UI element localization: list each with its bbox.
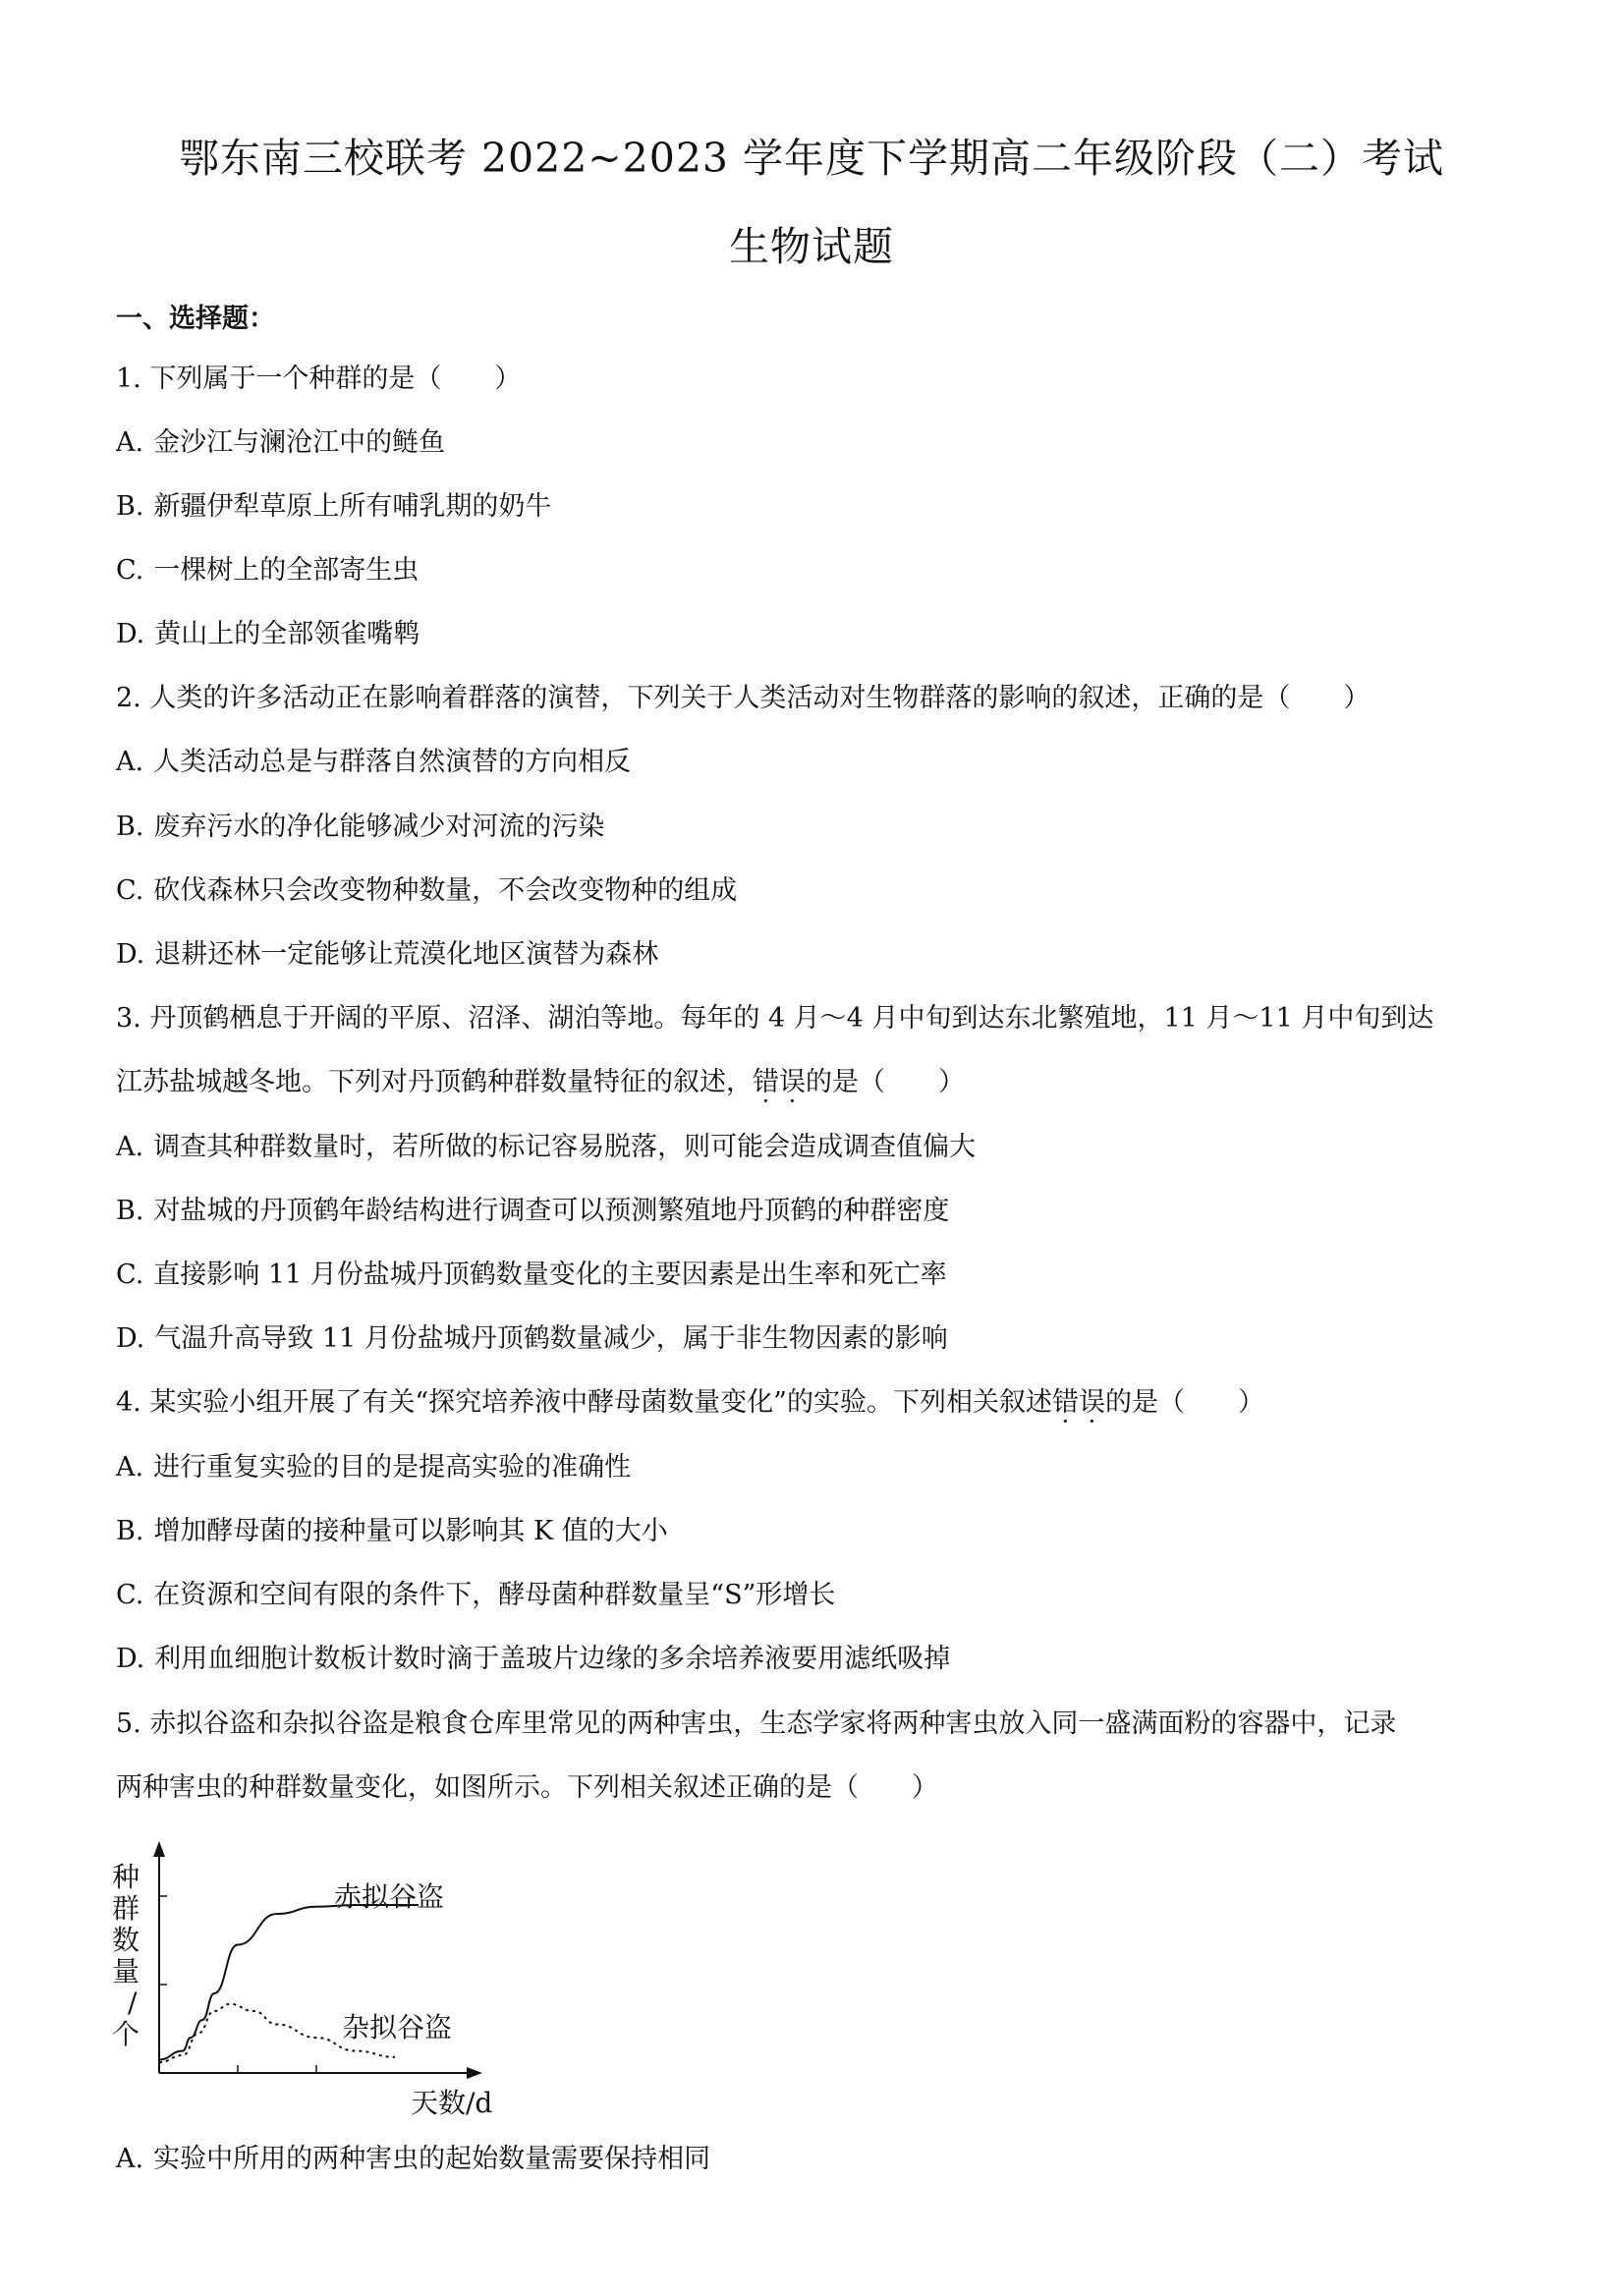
stem-text: 的是（ ） [806,1067,965,1097]
option-label: A. [116,427,144,458]
option-b [116,813,604,840]
y-axis-label: 种群数量/个 [112,1861,140,2050]
option-text: 调查其种群数量时，若所做的标记容易脱落，则可能会造成调查值偏大 [153,1132,977,1162]
option-text: 新疆伊犁草原上所有哺乳期的奶牛 [153,491,552,522]
option-text: 金沙江与澜沧江中的鲢鱼 [153,427,446,458]
option-text: 对盐城的丹顶鹤年龄结构进行调查可以预测繁殖地丹顶鹤的种群密度 [153,1196,950,1226]
option-d [116,1646,950,1672]
option-text: 气温升高导致 11 月份盐城丹顶鹤数量减少，属于非生物因素的影响 [154,1323,948,1354]
option-text: 在资源和空间有限的条件下，酵母菌种群数量呈“S”形增长 [153,1580,836,1610]
chart-labels [112,1861,492,2119]
option-label: A. [116,747,144,777]
question-stem: 5. 赤拟谷盗和杂拟谷盗是粮食仓库里常见的两种害虫，生态学家将两种害虫放入同一盛满面粉的容器中，记录 [116,1708,1397,1739]
option-text: 退耕还林一定能够让荒漠化地区演替为森林 [154,939,659,970]
option-b [116,1518,668,1544]
option-label: D. [116,619,145,649]
question-stem [116,1389,1264,1416]
option-a [116,2146,710,2172]
question-stem-continued: 两种害虫的种群数量变化，如图所示。下列相关叙述正确的是（ ） [116,1772,938,1803]
option-text: 实验中所用的两种害虫的起始数量需要保持相同 [153,2144,711,2174]
option-text: 废弃污水的净化能够减少对河流的污染 [153,812,605,842]
series-label: 赤拟谷盗 [334,1880,445,1913]
option-text: 人类活动总是与群落自然演替的方向相反 [153,747,632,777]
option-a [116,429,445,456]
stem-text: 4. 某实验小组开展了有关“探究培养液中酵母菌数量变化”的实验。下列相关叙述 [116,1387,1052,1418]
option-text: 黄山上的全部领雀嘴鹎 [154,619,420,649]
option-label: B. [116,812,144,842]
option-text: 砍伐森林只会改变物种数量，不会改变物种的组成 [153,875,738,906]
option-d [116,621,420,647]
option-a [116,1454,631,1481]
option-label: D. [116,1644,145,1674]
emphasis-char: 错 [753,1067,779,1097]
option-c [116,1582,835,1608]
option-label: B. [116,491,144,522]
option-text: 增加酵母菌的接种量可以影响其 K 值的大小 [153,1516,668,1546]
option-label: D. [116,939,145,970]
document-title: 鄂东南三校联考 2022~2023 学年度下学期高二年级阶段（二）考试 [178,135,1445,182]
option-label: A. [116,1132,144,1162]
population-chart [98,1827,521,2122]
stem-text: 的是（ ） [1104,1387,1264,1418]
question-stem-continued [116,1069,965,1095]
question-stem: 3. 丹顶鹤栖息于开阔的平原、沼泽、湖泊等地。每年的 4 月～4 月中旬到达东北繁殖地，11 月～11 月中旬到达 [116,1003,1434,1034]
option-text: 进行重复实验的目的是提高实验的准确性 [153,1452,632,1483]
option-label: C. [116,555,144,586]
option-label: C. [116,875,144,906]
option-label: A. [116,1452,144,1483]
question-stem: 1. 下列属于一个种群的是（ ） [116,364,522,394]
option-b [116,493,551,520]
section-heading: 一、选择题： [116,304,275,334]
option-d [116,1325,948,1352]
option-text: 一棵树上的全部寄生虫 [153,555,420,586]
option-label: C. [116,1260,144,1290]
y-axis-arrow [153,1841,165,1857]
option-d [116,941,658,968]
stem-text: 江苏盐城越冬地。下列对丹顶鹤种群数量特征的叙述， [116,1067,753,1097]
option-label: C. [116,1580,144,1610]
option-text: 直接影响 11 月份盐城丹顶鹤数量变化的主要因素是出生率和死亡率 [153,1260,947,1290]
document-subtitle: 生物试题 [729,223,894,270]
emphasis-char: 误 [1078,1387,1105,1418]
series-label: 杂拟谷盗 [342,2011,453,2044]
x-axis-arrow [467,2067,482,2079]
question-stem: 2. 人类的许多活动正在影响着群落的演替，下列关于人类活动对生物群落的影响的叙述，正确的是（ ） [116,683,1371,713]
x-axis-label: 天数/d [411,2087,493,2119]
option-a [116,749,631,775]
emphasis-char: 错 [1051,1387,1079,1418]
option-a [116,1134,976,1160]
option-label: B. [116,1196,144,1226]
option-c [116,877,737,904]
emphasis-char: 误 [779,1067,806,1097]
option-label: B. [116,1516,144,1546]
option-text: 利用血细胞计数板计数时滴于盖玻片边缘的多余培养液要用滤纸吸掉 [154,1644,951,1674]
option-c [116,1261,947,1288]
option-label: A. [116,2144,144,2174]
option-b [116,1198,949,1224]
option-c [116,557,419,584]
option-label: D. [116,1323,145,1354]
